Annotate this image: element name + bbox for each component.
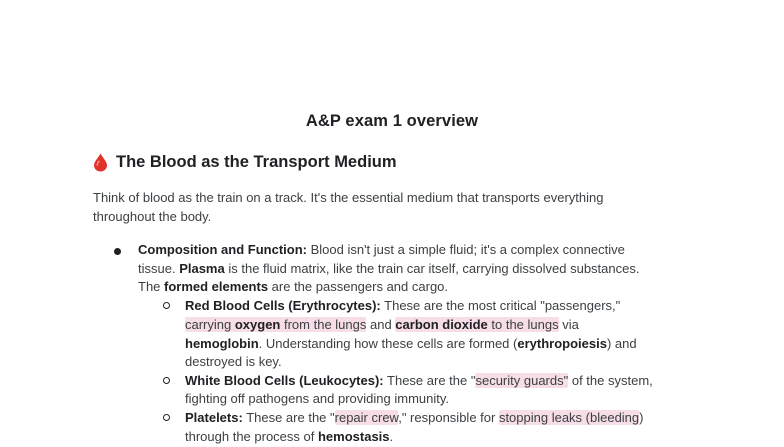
- list-item-composition: [138, 241, 625, 260]
- rbc-label: Red Blood Cells (Erythrocytes):: [185, 298, 381, 313]
- text-run: ," responsible for: [398, 410, 499, 425]
- document-title: A&P exam 1 overview: [305, 112, 479, 130]
- list-item-line: [185, 353, 282, 372]
- text-run: . Understanding how these cells are formed (: [258, 336, 518, 351]
- text-run: carrying: [185, 317, 235, 332]
- highlight: security guards": [475, 373, 569, 388]
- highlight: repair crew: [334, 410, 399, 425]
- text-run: ): [639, 410, 644, 425]
- highlight: stopping leaks (bleeding: [498, 410, 640, 425]
- text-run: These are the ": [383, 373, 476, 388]
- text-run: is the fluid matrix, like the train car itself, carrying dissolved substances.: [224, 261, 640, 276]
- carbon-dioxide-term: carbon dioxide: [395, 317, 488, 332]
- plasma-term: Plasma: [179, 261, 225, 276]
- highlight: [395, 317, 558, 332]
- intro-paragraph: [93, 188, 693, 226]
- highlight: [185, 317, 366, 332]
- list-item-line: [185, 428, 393, 447]
- composition-text: Blood isn't just a simple fluid; it's a complex connective: [306, 242, 625, 257]
- text-run: ) and: [606, 336, 637, 351]
- composition-label: Composition and Function:: [138, 242, 307, 257]
- formed-elements-term: formed elements: [164, 279, 269, 294]
- bullet-ring: [163, 302, 170, 309]
- blood-drop-icon: [93, 153, 108, 172]
- text-run: and: [366, 317, 396, 332]
- oxygen-term: oxygen: [234, 317, 281, 332]
- text-run: These are the ": [242, 410, 335, 425]
- intro-line: throughout the body.: [93, 209, 212, 224]
- text-run: These are the most critical "passengers,": [380, 298, 621, 313]
- list-item-wbc: [185, 372, 653, 391]
- text-run: fighting off pathogens and providing immunity.: [185, 391, 450, 406]
- text-run: .: [389, 429, 394, 444]
- wbc-label: White Blood Cells (Leukocytes):: [185, 373, 384, 388]
- hemostasis-term: hemostasis: [317, 429, 390, 444]
- text-run: are the passengers and cargo.: [268, 279, 449, 294]
- erythropoiesis-term: erythropoiesis: [517, 336, 607, 351]
- text-run: through the process of: [185, 429, 318, 444]
- text-run: destroyed is key.: [185, 354, 282, 369]
- list-item-platelets: [185, 409, 644, 428]
- intro-line: Think of blood as the train on a track. It's the essential medium that transports everything: [93, 190, 604, 205]
- text-run: The: [138, 279, 165, 294]
- text-run: from the lungs: [280, 317, 367, 332]
- list-item-line: [185, 390, 449, 409]
- text-run: to the lungs: [487, 317, 559, 332]
- list-item-line: [185, 335, 637, 354]
- section-heading-text: The Blood as the Transport Medium: [116, 153, 397, 171]
- bullet-ring: [163, 377, 170, 384]
- hemoglobin-term: hemoglobin: [185, 336, 259, 351]
- list-item-line: [138, 260, 639, 279]
- text-run: of the system,: [568, 373, 653, 388]
- section-heading: [93, 151, 397, 173]
- list-item-line: [185, 316, 579, 335]
- platelets-label: Platelets:: [185, 410, 243, 425]
- text-run: via: [558, 317, 579, 332]
- text-run: tissue.: [138, 261, 180, 276]
- list-item-line: [138, 278, 448, 297]
- list-item-rbc: [185, 297, 620, 316]
- bullet-ring: [163, 414, 170, 421]
- bullet-disc: [114, 248, 121, 255]
